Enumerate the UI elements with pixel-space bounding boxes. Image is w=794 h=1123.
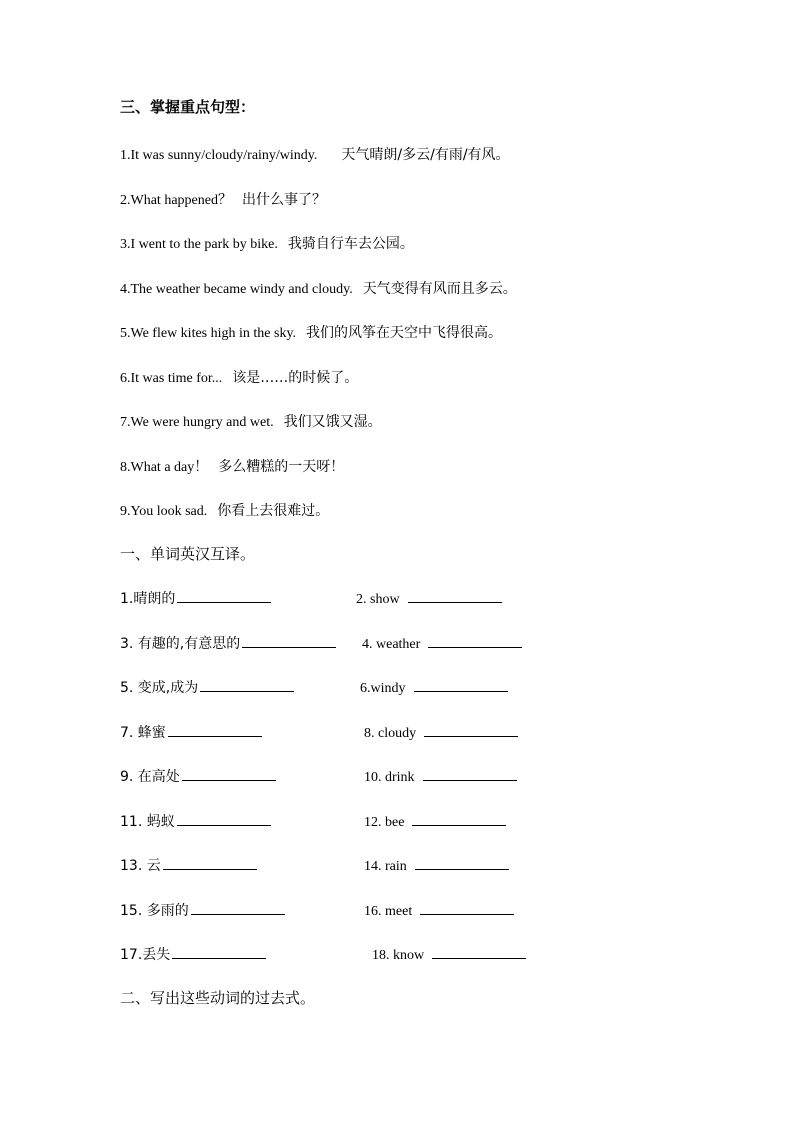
word-item-right [364,811,506,831]
word-item-right [362,633,522,653]
word-item-left [120,766,276,786]
answer-blank[interactable] [420,900,514,915]
word-label: 4. weather [362,636,421,652]
answer-blank[interactable] [182,766,276,781]
answer-blank[interactable] [168,722,262,737]
word-item-right [360,677,508,697]
section2-title: 二、写出这些动词的过去式。 [120,989,316,1007]
sentence-chinese: 天气变得有风而且多云。 [362,280,517,297]
answer-blank[interactable] [408,588,502,603]
answer-blank[interactable] [242,633,336,648]
word-label: 2. show [356,592,400,607]
sentence-english: 2.What happened？ [120,192,232,208]
sentence-chinese: 你看上去很难过。 [217,503,330,519]
sentence-row [120,233,414,253]
word-label: 3. 有趣的,有意思的 [120,635,241,652]
sentence-row [120,144,510,164]
word-label: 6.windy [360,681,406,696]
word-item-right [356,588,502,608]
word-label: 16. meet [364,903,413,919]
answer-blank[interactable] [200,677,294,692]
word-label: 11. 蚂蚁 [120,813,175,830]
word-item-right [364,900,514,920]
word-label: 12. bee [364,814,405,830]
answer-blank[interactable] [191,900,285,915]
word-item-left [120,677,294,697]
sentence-row [120,189,326,209]
answer-blank[interactable] [172,944,266,959]
sentence-chinese: 多么糟糕的一天呀！ [218,458,345,475]
sentence-row [120,456,344,476]
sentence-english: 5.We flew kites high in the sky. [120,326,297,341]
word-label: 14. rain [364,859,407,874]
sentence-row [120,322,502,342]
word-label: 8. cloudy [364,725,417,741]
word-item-left [120,588,271,608]
word-item-left [120,944,266,964]
sentence-chinese: 天气晴朗/多云/有雨/有风。 [341,147,510,163]
answer-blank[interactable] [428,633,522,648]
sentence-english: 4.The weather became windy and cloudy. [120,281,353,297]
word-label: 10. drink [364,770,415,785]
sentence-chinese: 出什么事了？ [241,191,326,208]
sentence-chinese: 我们的风筝在天空中飞得很高。 [306,325,503,341]
answer-blank[interactable] [423,766,517,781]
sentence-english: 6.It was time for... [120,370,223,386]
word-label: 5. 变成,成为 [120,680,199,696]
sentence-chinese: 该是……的时候了。 [232,369,359,386]
word-item-left [120,855,257,875]
sentence-row [120,411,382,431]
sentence-chinese: 我们又饿又湿。 [283,414,382,430]
answer-blank[interactable] [424,722,518,737]
answer-blank[interactable] [177,588,271,603]
word-item-right [364,855,509,875]
word-item-right [364,766,517,786]
word-label: 7. 蜂蜜 [120,724,166,741]
sentence-english: 1.It was sunny/cloudy/rainy/windy. [120,148,318,163]
word-label: 17.丢失 [120,947,171,963]
sentence-english: 3.I went to the park by bike. [120,237,278,252]
sentence-english: 9.You look sad. [120,504,208,519]
answer-blank[interactable] [163,855,257,870]
word-item-left [120,633,336,653]
word-label: 1.晴朗的 [120,591,176,607]
word-label: 15. 多雨的 [120,902,189,919]
sentence-row [120,367,358,387]
answer-blank[interactable] [177,811,271,826]
answer-blank[interactable] [414,677,508,692]
word-label: 13. 云 [120,858,161,874]
word-item-right [364,722,518,742]
sentence-row [120,278,517,298]
word-label: 9. 在高处 [120,769,180,785]
answer-blank[interactable] [415,855,509,870]
sentence-chinese: 我骑自行车去公园。 [287,236,414,252]
word-label: 18. know [372,948,425,963]
section1-title: 一、单词英汉互译。 [120,545,256,563]
answer-blank[interactable] [412,811,506,826]
word-item-right [372,944,526,964]
word-item-left [120,811,271,831]
section3-title: 三、掌握重点句型： [120,98,256,116]
sentence-english: 8.What a day！ [120,459,209,475]
sentence-english: 7.We were hungry and wet. [120,415,274,430]
word-item-left [120,900,285,920]
word-item-left [120,722,262,742]
answer-blank[interactable] [432,944,526,959]
sentence-row [120,500,329,520]
